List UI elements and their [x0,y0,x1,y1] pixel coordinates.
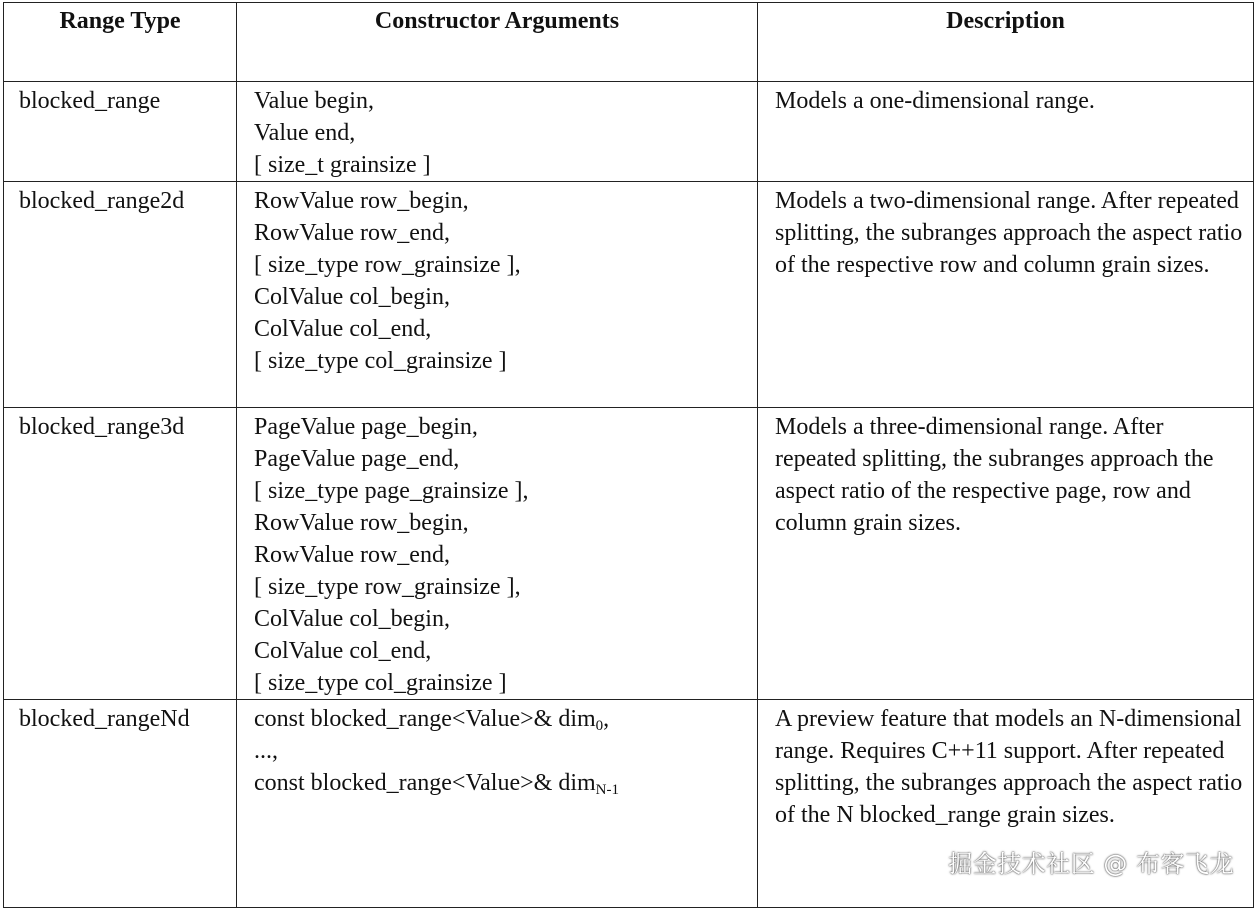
arg-line: Value end, [254,120,356,146]
watermark: 掘金技术社区 @ 布客飞龙 [948,850,1234,878]
arg-line: ColValue col_begin, [254,606,450,632]
range-type-cell [4,408,237,700]
args-list [237,700,757,799]
header-row [4,3,1254,82]
description-text: Models a three-dimensional range. After repeated splitting, the subranges approach the aspect ratio of the respective page, row and column grain sizes. [775,414,1214,536]
args-list [237,82,757,181]
arg-text: ..., [254,738,278,764]
arg-line: PageValue page_end, [254,446,460,472]
header-range-type: Range Type [4,3,237,82]
arg-line: [ size_type row_grainsize ], [254,574,521,600]
description-cell [758,408,1254,700]
description-text: Models a one-dimensional range. [775,88,1095,114]
arg-line: ColValue col_begin, [254,284,450,310]
constructor-args-cell [237,700,758,908]
range-types-table [3,2,1254,908]
range-type-name: blocked_range [19,88,161,114]
arg-line: [ size_type col_grainsize ] [254,348,507,374]
table-row [4,182,1254,408]
constructor-args-cell [237,182,758,408]
arg-line: RowValue row_begin, [254,188,469,214]
arg-line: [ size_type page_grainsize ], [254,478,529,504]
arg-line: RowValue row_end, [254,542,450,568]
arg-line [254,735,757,767]
arg-line [254,767,757,799]
arg-tail: , [603,706,610,732]
arg-line: RowValue row_begin, [254,510,469,536]
arg-text: const blocked_range<Value>& dim [254,770,596,796]
arg-line: RowValue row_end, [254,220,450,246]
arg-line: ColValue col_end, [254,316,432,342]
arg-line: [ size_type col_grainsize ] [254,670,507,696]
arg-subscript: 0 [595,718,604,734]
range-type-cell [4,182,237,408]
description-cell [758,182,1254,408]
arg-text: const blocked_range<Value>& dim [254,706,596,732]
range-type-name: blocked_range3d [19,414,185,440]
arg-line: [ size_type row_grainsize ], [254,252,521,278]
arg-line: PageValue page_begin, [254,414,478,440]
description-text: A preview feature that models an N-dimensional range. Requires C++11 support. After repeated splitting, the subranges approach the aspect ratio of the N blocked_range grain sizes. [775,706,1243,828]
constructor-args-cell [237,82,758,182]
table-row [4,408,1254,700]
args-list [237,182,757,377]
range-type-name: blocked_range2d [19,188,185,214]
table-row [4,82,1254,182]
arg-line: Value begin, [254,88,374,114]
range-type-name: blocked_rangeNd [19,706,190,732]
arg-line: ColValue col_end, [254,638,432,664]
range-type-cell [4,82,237,182]
header-constructor-arguments: Constructor Arguments [237,3,758,82]
args-list [237,408,757,699]
description-cell [758,82,1254,182]
description-text: Models a two-dimensional range. After repeated splitting, the subranges approach the aspect ratio of the respective row and column grain sizes. [775,188,1243,278]
range-type-cell [4,700,237,908]
constructor-args-cell [237,408,758,700]
arg-subscript: N-1 [595,782,619,798]
arg-line [254,703,757,735]
arg-line: [ size_t grainsize ] [254,152,431,178]
header-description: Description [758,3,1254,82]
